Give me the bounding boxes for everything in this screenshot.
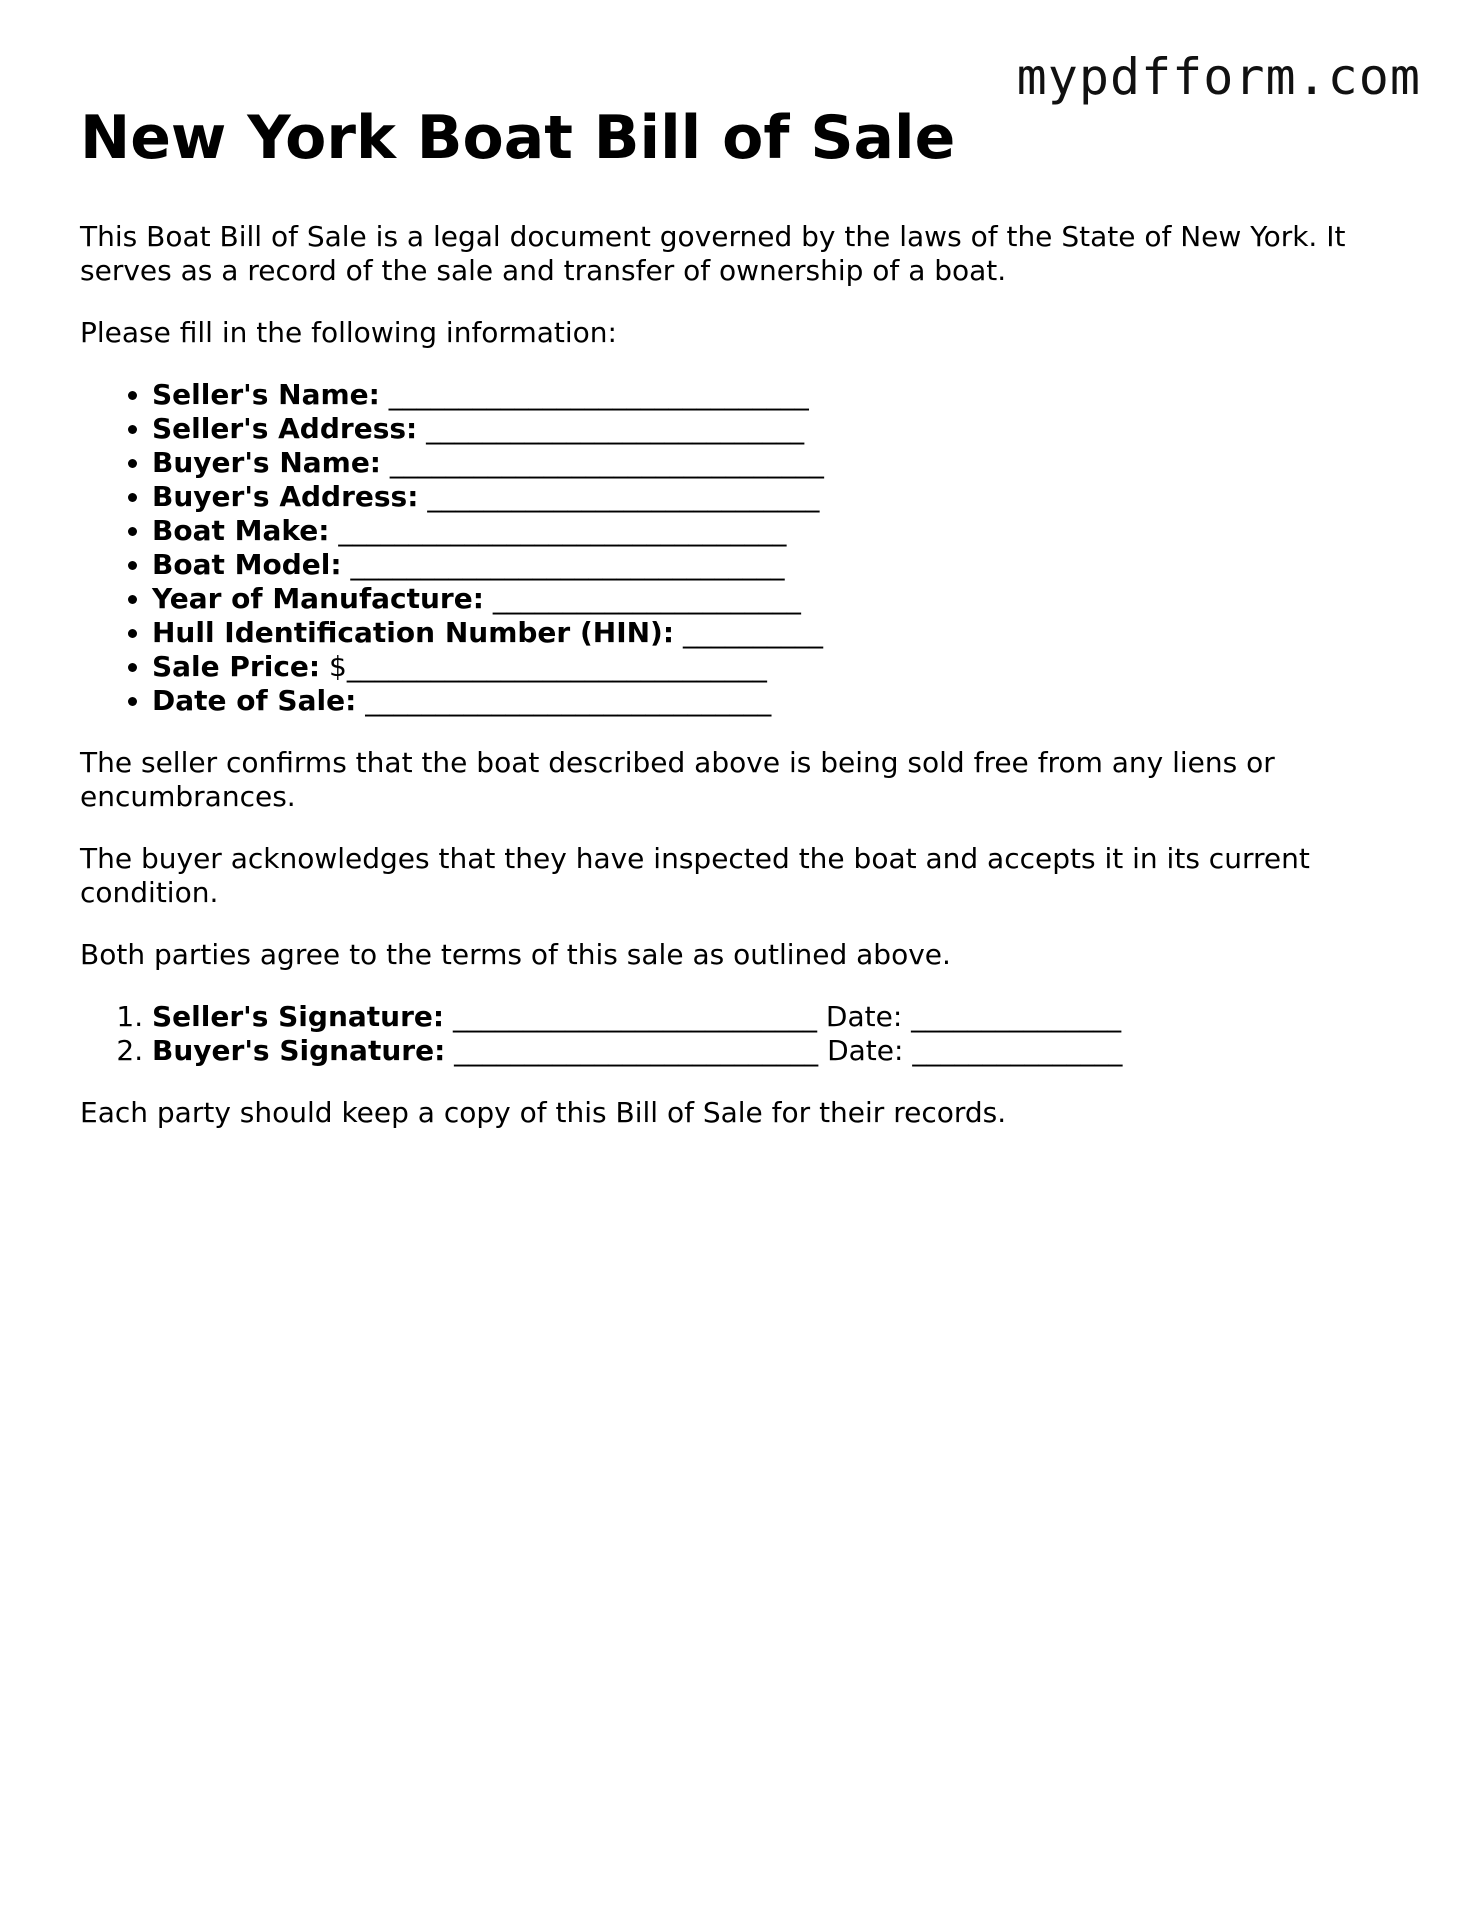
instruction-paragraph: Please fill in the following information: [80,316,617,349]
field-label: Buyer's Name: [152,446,382,479]
field-blank[interactable]: _____________________________ [365,684,772,717]
seller-signature-line [152,1000,1400,1034]
liens-statement: The seller confirms that the boat described above is being sold free from any liens or encumbrances. [80,746,1275,813]
signature-label: Buyer's Signature: [152,1034,446,1067]
signature-blank[interactable]: __________________________ Date: _______________ [453,1000,1122,1033]
signature-list [80,1000,1400,1068]
field-blank[interactable]: ________________________________ [338,514,787,547]
field-sellers-name [152,378,1400,412]
field-label: Boat Make: [152,514,330,547]
field-blank[interactable]: ______________________ [492,582,801,615]
field-label: Boat Model: [152,548,342,581]
field-sellers-address [152,412,1400,446]
field-label: Sale Price: [152,650,321,683]
field-blank[interactable]: __________ [682,616,823,649]
signature-label: Seller's Signature: [152,1000,445,1033]
inspection-statement: The buyer acknowledges that they have inspected the boat and accepts it in its current condition. [80,842,1310,909]
field-boat-model [152,548,1400,582]
field-label: Buyer's Address: [152,480,419,513]
field-blank[interactable]: $______________________________ [329,650,767,683]
closing-paragraph: Each party should keep a copy of this Bill of Sale for their records. [80,1096,1007,1129]
field-label: Hull Identification Number (HIN): [152,616,675,649]
field-label: Date of Sale: [152,684,357,717]
field-label: Seller's Name: [152,378,380,411]
field-blank[interactable]: ____________________________ [427,480,820,513]
field-list [80,378,1400,718]
agreement-statement: Both parties agree to the terms of this sale as outlined above. [80,938,951,971]
field-buyers-address [152,480,1400,514]
field-buyers-name [152,446,1400,480]
field-blank[interactable]: ___________________________ [426,412,805,445]
field-hin [152,616,1400,650]
field-label: Year of Manufacture: [152,582,484,615]
field-sale-price [152,650,1400,684]
field-year-of-manufacture [152,582,1400,616]
document-title: New York Boat Bill of Sale [80,103,956,173]
field-blank[interactable]: ______________________________ [388,378,809,411]
signature-blank[interactable]: __________________________ Date: _______________ [454,1034,1123,1067]
watermark-logo: mypdfform.com [1016,48,1421,106]
intro-paragraph: This Boat Bill of Sale is a legal document governed by the laws of the State of New York. It serves as a record of the sale and transfer of ownership of a boat. [80,220,1346,287]
document-body [80,98,1400,1158]
buyer-signature-line [152,1034,1400,1068]
field-blank[interactable]: _______________________________ [389,446,824,479]
field-blank[interactable]: _______________________________ [350,548,785,581]
field-date-of-sale [152,684,1400,718]
field-boat-make [152,514,1400,548]
field-label: Seller's Address: [152,412,418,445]
